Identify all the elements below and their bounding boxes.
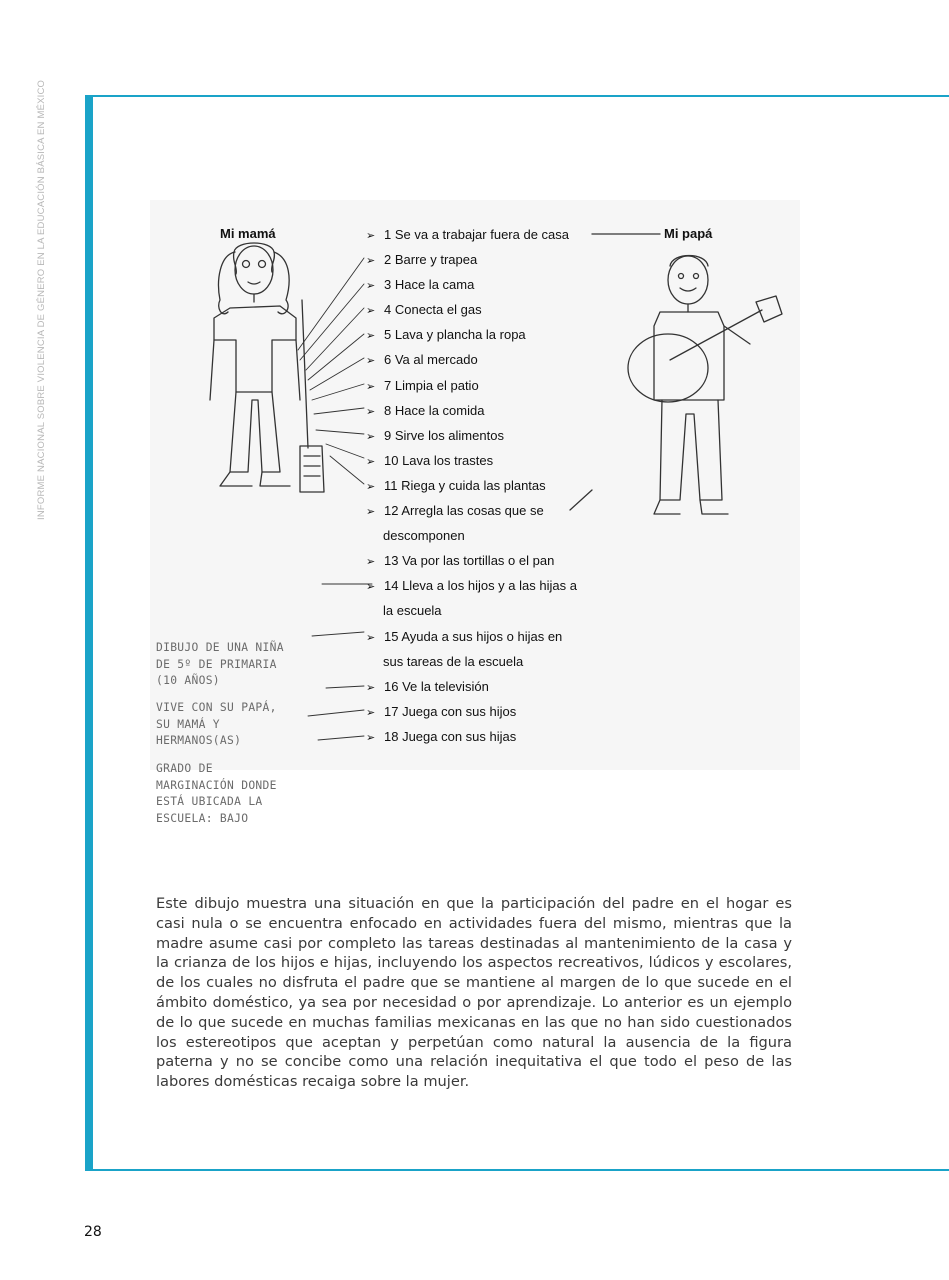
task-text: 8 Hace la comida	[384, 402, 485, 418]
task-item	[366, 649, 577, 674]
task-text: 7 Limpia el patio	[384, 377, 479, 393]
task-text: sus tareas de la escuela	[383, 653, 524, 669]
task-item	[366, 498, 577, 523]
task-text: descomponen	[383, 528, 465, 544]
task-text: 1 Se va a trabajar fuera de casa	[384, 227, 570, 242]
caption-marginalization: GRADO DE MARGINACIÓN DONDE ESTÁ UBICADA LA ESCUELA: BAJO	[156, 762, 277, 825]
task-item	[366, 724, 577, 749]
task-item	[366, 347, 577, 372]
arrow-bullet-icon: ➢	[366, 330, 376, 343]
task-item	[366, 222, 577, 247]
arrow-bullet-icon: ➢	[366, 455, 376, 468]
arrow-bullet-icon: ➢	[366, 681, 376, 694]
task-item	[366, 398, 577, 423]
task-text: 5 Lava y plancha la ropa	[384, 327, 526, 343]
task-item	[366, 373, 577, 398]
arrow-bullet-icon: ➢	[366, 731, 376, 744]
task-item	[366, 523, 577, 548]
arrow-bullet-icon: ➢	[366, 631, 376, 644]
mother-figure-sketch	[210, 243, 324, 492]
arrow-bullet-icon: ➢	[366, 355, 376, 368]
arrow-bullet-icon: ➢	[366, 506, 376, 519]
arrow-bullet-icon: ➢	[366, 230, 376, 242]
task-text: la escuela	[383, 603, 442, 619]
task-item	[366, 423, 577, 448]
arrow-bullet-icon: ➢	[366, 480, 376, 493]
task-text: 11 Riega y cuida las plantas	[384, 477, 546, 493]
task-text: 4 Conecta el gas	[384, 302, 482, 318]
mother-label: Mi mamá	[220, 226, 276, 241]
task-text: 17 Juega con sus hijos	[384, 703, 517, 719]
mother-connector-lines	[298, 258, 372, 740]
accent-bar	[85, 95, 93, 1171]
task-text: 6 Va al mercado	[384, 352, 478, 368]
task-item	[366, 297, 577, 322]
task-item	[366, 674, 577, 699]
arrow-bullet-icon: ➢	[366, 581, 376, 594]
task-text: 3 Hace la cama	[384, 277, 475, 293]
caption-household: VIVE CON SU PAPÁ, SU MAMÁ Y HERMANOS(AS)	[156, 701, 277, 748]
father-label: Mi papá	[664, 226, 713, 241]
task-text: 13 Va por las tortillas o el pan	[384, 553, 555, 569]
arrow-bullet-icon: ➢	[366, 430, 376, 443]
task-item	[366, 598, 577, 623]
task-item	[366, 548, 577, 573]
task-item	[366, 699, 577, 724]
frame-bottom-rule	[85, 1169, 949, 1171]
arrow-bullet-icon: ➢	[366, 706, 376, 719]
task-text: 16 Ve la televisión	[384, 678, 489, 694]
task-item	[366, 573, 577, 598]
arrow-bullet-icon: ➢	[366, 255, 376, 268]
task-text: 2 Barre y trapea	[384, 252, 478, 268]
task-item	[366, 473, 577, 498]
task-text: 9 Sirve los alimentos	[384, 427, 504, 443]
arrow-bullet-icon: ➢	[366, 280, 376, 293]
task-item	[366, 624, 577, 649]
task-item	[366, 272, 577, 297]
task-text: 12 Arregla las cosas que se	[384, 503, 544, 519]
task-text: 10 Lava los trastes	[384, 452, 494, 468]
task-text: 18 Juega con sus hijas	[384, 728, 517, 744]
frame-top-rule	[85, 95, 949, 97]
task-item	[366, 448, 577, 473]
task-item	[366, 247, 577, 272]
arrow-bullet-icon: ➢	[366, 405, 376, 418]
task-item	[366, 322, 577, 347]
task-list	[366, 222, 577, 749]
body-paragraph: Este dibujo muestra una situación en que la participación del padre en el hogar es casi nula o se encuentra enfocado en actividades fuera del mismo, mientras que la madre asume casi por completo las tareas destinadas al mantenimiento de la casa y la crianza de los hijos e hijas, incluyendo los aspectos recreativos, lúdicos y escolares, de los cuales no disfruta el padre que se mantiene al margen de lo que sucede en el ámbito doméstico, ya sea por necesidad o por aprendizaje. Lo anterior es un ejemplo de lo que sucede en muchas familias mexicanas en las que no han sido cuestionados los estereotipos que aceptan y perpetúan como natural la ausencia de la figura paterna y no se concibe como una relación inequitativa el que todo el peso de las labores domésticas recaiga sobre la mujer.	[156, 895, 792, 1091]
father-figure-sketch	[570, 234, 782, 514]
arrow-bullet-icon: ➢	[366, 556, 376, 569]
running-header: INFORME NACIONAL SOBRE VIOLENCIA DE GÉNERO EN LA EDUCACIÓN BÁSICA EN MÉXICO	[36, 79, 47, 520]
page-number: 28	[84, 1224, 102, 1240]
arrow-bullet-icon: ➢	[366, 380, 376, 393]
caption-child-age: DIBUJO DE UNA NIÑA DE 5º DE PRIMARIA (10 AÑOS)	[156, 641, 284, 688]
task-text: 15 Ayuda a sus hijos o hijas en	[384, 628, 563, 644]
task-text: 14 Lleva a los hijos y a las hijas a	[384, 578, 577, 594]
arrow-bullet-icon: ➢	[366, 305, 376, 318]
